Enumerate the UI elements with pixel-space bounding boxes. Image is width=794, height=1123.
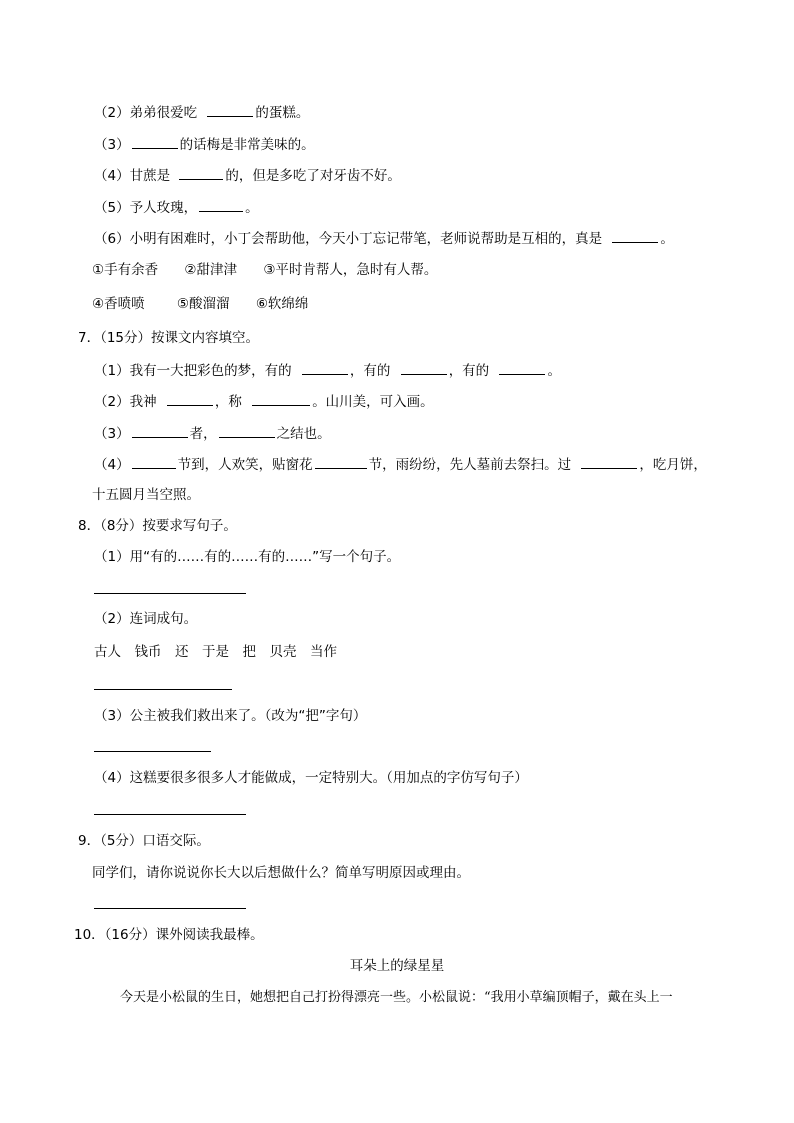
q7-item3-text-c: 之结也。 <box>276 426 331 442</box>
q7-item4-blank-3[interactable] <box>581 454 637 469</box>
q6-item6-blank[interactable] <box>612 228 658 243</box>
q6-item3-text-a: （3） <box>94 137 130 153</box>
q8-item4: （4）这糕要很多很多人才能做成，一定特别大。（用加点的字仿写句子） <box>94 770 528 786</box>
q7-item4-text-c: 节，雨纷纷，先人墓前去祭扫。过 <box>368 457 572 473</box>
q6-item3-text-b: 的话梅是非常美味的。 <box>179 137 315 153</box>
q6-item4-blank[interactable] <box>179 165 223 180</box>
q8-item1: （1）用“有的……有的……有的……”写一个句子。 <box>94 549 401 565</box>
q6-item3 <box>94 134 315 154</box>
q6-option-6: ⑥软绵绵 <box>255 296 309 312</box>
q7-item2-text-a: （2）我神 <box>94 394 157 410</box>
q7-item2-blank-1[interactable] <box>167 391 213 406</box>
q7-item2-text-b: ，称 <box>214 394 242 410</box>
q7-item1-blank-2[interactable] <box>401 360 447 375</box>
q7-item3-blank-1[interactable] <box>132 423 188 438</box>
q6-option-1: ①手有余香 <box>92 262 159 278</box>
q7-item4-blank-1[interactable] <box>132 454 176 469</box>
q7-item2-blank-2[interactable] <box>252 391 310 406</box>
q6-item2-blank[interactable] <box>207 102 253 117</box>
q6-item4-text-a: （4）甘蔗是 <box>94 168 171 184</box>
q6-options-row1 <box>92 261 459 279</box>
q8-item2: （2）连词成句。 <box>94 611 198 627</box>
q8-item4-answer-line[interactable] <box>94 814 246 815</box>
q8-header: 8．（8分）按要求写句子。 <box>78 518 237 534</box>
q9-prompt: 同学们，请你说说你长大以后想做什么？简单写明原因或理由。 <box>92 865 470 881</box>
q7-header: 7．（15分）按课文内容填空。 <box>78 330 260 346</box>
q9-header: 9．（5分）口语交际。 <box>78 833 210 849</box>
story-title: 耳朵上的绿星星 <box>349 958 445 974</box>
q7-item4-text-a: （4） <box>94 457 130 473</box>
q8-item2-answer-line[interactable] <box>94 689 232 690</box>
q7-item1-text-c: ，有的 <box>448 363 490 379</box>
q7-item3-text-b: 者， <box>189 426 217 442</box>
q6-item3-blank[interactable] <box>132 134 178 149</box>
q6-item2-text-a: （2）弟弟很爱吃 <box>94 105 198 121</box>
story-paragraph-line-1: 今天是小松鼠的生日，她想把自己打扮得漂亮一些。小松鼠说：“我用小草编顶帽子，戴在头上一 <box>120 990 673 1005</box>
q6-item4 <box>94 165 401 185</box>
q8-item3: （3）公主被我们救出来了。（改为“把”字句） <box>94 708 367 724</box>
q6-option-2: ②甜津津 <box>184 262 238 278</box>
q7-item1-blank-1[interactable] <box>302 360 348 375</box>
q6-item4-text-b: 的，但是多吃了对牙齿不好。 <box>225 168 401 184</box>
q7-item3-text-a: （3） <box>94 426 130 442</box>
q10-header: 10．（16分）课外阅读我最棒。 <box>74 927 264 943</box>
q6-item6-text-a: （6）小明有困难时，小丁会帮助他，今天小丁忘记带笔，老师说帮助是互相的，真是 <box>94 231 603 247</box>
q7-item4-continuation: 十五圆月当空照。 <box>92 487 200 503</box>
q7-item3-blank-2[interactable] <box>219 423 275 438</box>
q8-item2-words: 古人 钱币 还 于是 把 贝壳 当作 <box>94 644 337 660</box>
q7-item4-text-d: ，吃月饼， <box>639 457 707 473</box>
q6-item2-text-b: 的蛋糕。 <box>255 105 310 121</box>
q6-item6-text-b: 。 <box>660 231 674 247</box>
q7-item4-text-b: 节到，人欢笑，贴窗花 <box>177 457 313 473</box>
q6-item5-blank[interactable] <box>199 197 243 212</box>
q7-item2-text-c: 。山川美，可入画。 <box>312 394 434 410</box>
q6-option-5: ⑤酸溜溜 <box>176 296 230 312</box>
q6-options-row2 <box>92 295 330 313</box>
q6-item2 <box>94 102 309 122</box>
q7-item1-blank-3[interactable] <box>499 360 545 375</box>
q6-option-4: ④香喷喷 <box>92 296 145 312</box>
q8-item1-answer-line[interactable] <box>94 593 246 594</box>
q6-item6 <box>94 228 674 248</box>
q7-item3 <box>94 423 331 443</box>
q6-item5 <box>94 197 259 217</box>
q7-item1-text-b: ，有的 <box>349 363 391 379</box>
q7-item4 <box>94 454 707 474</box>
q6-item5-text-b: 。 <box>245 200 259 216</box>
q7-item1 <box>94 360 561 380</box>
q7-item1-text-a: （1）我有一大把彩色的梦，有的 <box>94 363 292 379</box>
q7-item2 <box>94 391 434 411</box>
q7-item4-blank-2[interactable] <box>315 454 367 469</box>
q6-option-3: ③平时肯帮人，急时有人帮。 <box>263 262 438 278</box>
q9-answer-line[interactable] <box>94 908 246 909</box>
q7-item1-text-d: 。 <box>547 363 561 379</box>
q8-item3-answer-line[interactable] <box>94 751 211 752</box>
q6-item5-text-a: （5）予人玫瑰， <box>94 200 198 216</box>
